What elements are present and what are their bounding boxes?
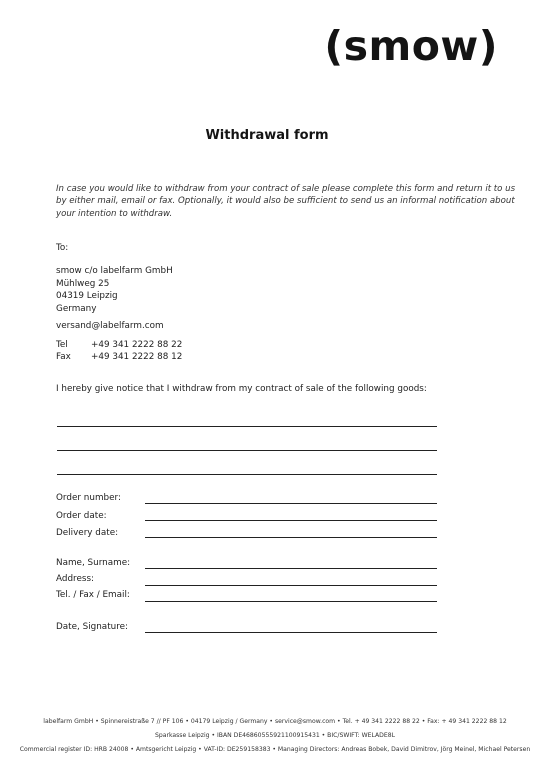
footer-bank-line: Sparkasse Leipzig • IBAN DE46860555921100915431 • BIC/SWIFT: WELADE8L [155, 732, 395, 739]
address-line-city: 04319 Leipzig [56, 291, 118, 301]
tel-value: +49 341 2222 88 22 [91, 340, 183, 350]
smow-logo: (smow) [324, 22, 498, 70]
address-line-street: Mühlweg 25 [56, 278, 110, 289]
signature-line[interactable] [145, 632, 437, 633]
order-date-line[interactable] [145, 520, 437, 521]
name-label: Name, Surname: [56, 558, 131, 568]
footer-company-line: labelfarm GmbH • Spinnereistraße 7 // PF 106 • 04179 Leipzig / Germany • service@smow.com • Tel. + 49 341 2222 88 22 • Fax: + 49 341 2222 88 12 [43, 718, 507, 725]
intro-text: In case you would like to withdraw from your contract of sale please complete this form and return it to us by either mail, email or fax. Optionally, it would also be sufficient to send us an informal notification about your intention to withdraw. [56, 184, 516, 219]
order-number-line[interactable] [145, 503, 437, 504]
tel-row [56, 340, 182, 351]
contact-line[interactable] [145, 601, 437, 602]
goods-line-1[interactable] [57, 426, 437, 427]
to-label: To: [56, 243, 69, 253]
delivery-date-label: Delivery date: [56, 528, 119, 538]
name-line[interactable] [145, 568, 437, 569]
address-line[interactable] [145, 585, 437, 586]
contact-label: Tel. / Fax / Email: [56, 590, 130, 600]
fax-row [56, 352, 182, 363]
address-line-country: Germany [56, 303, 97, 314]
goods-line-3[interactable] [57, 474, 437, 475]
fax-value: +49 341 2222 88 12 [91, 352, 183, 362]
fax-label: Fax [56, 352, 71, 362]
page-title: Withdrawal form [205, 128, 329, 143]
recipient-address [56, 265, 173, 315]
tel-label: Tel [56, 340, 68, 350]
order-number-label: Order number: [56, 493, 121, 503]
signature-label: Date, Signature: [56, 622, 129, 632]
order-date-label: Order date: [56, 511, 107, 521]
goods-line-2[interactable] [57, 450, 437, 451]
address-label: Address: [56, 574, 94, 584]
delivery-date-line[interactable] [145, 537, 437, 538]
address-line-company: smow c/o labelfarm GmbH [56, 266, 173, 276]
footer-register-line: Commercial register ID: HRB 24008 • Amtsgericht Leipzig • VAT-ID: DE259158383 • Managing Directors: Andreas Bobek, David Dimitrov, Jörg Meinel, Michael Petersen [19, 746, 531, 753]
withdrawal-notice: I hereby give notice that I withdraw from my contract of sale of the following goods: [56, 384, 427, 394]
recipient-email: versand@labelfarm.com [56, 321, 164, 331]
